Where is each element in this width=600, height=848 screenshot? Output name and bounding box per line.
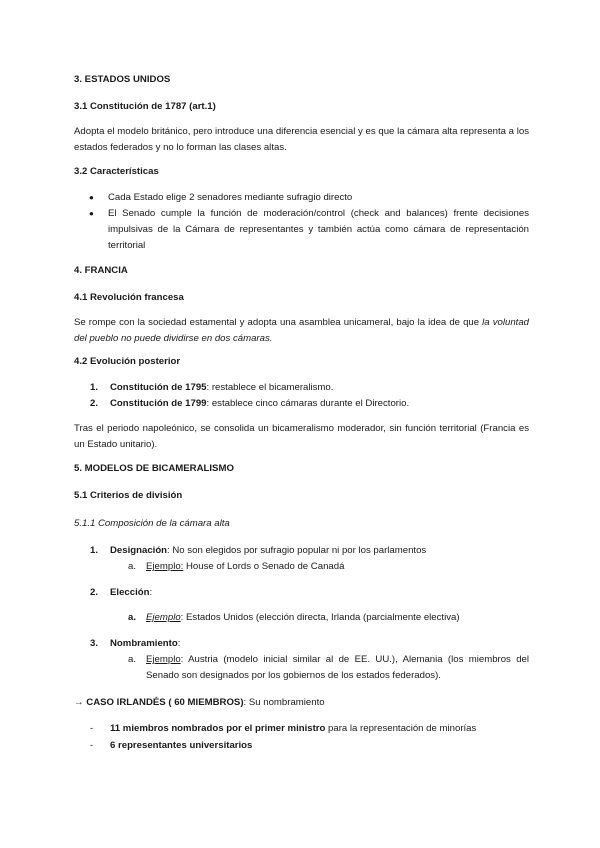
sub-rest: : Austria (modelo inicial similar al de EE. UU.), Alemania (los miembros del Senado son designados por los gobiernos de los estados federados). — [146, 654, 529, 681]
sub-letter: a. — [128, 654, 137, 665]
list-bold: Constitución de 1799 — [110, 398, 207, 409]
bullet-text: Cada Estado elige 2 senadores mediante sufragio directo — [108, 192, 353, 203]
list-rest: : establece cinco cámaras durante el Directorio. — [206, 398, 410, 409]
sub-rest: House of Lords o Senado de Canadá — [183, 561, 345, 572]
heading-revolucion-francesa: 4.1 Revolución francesa — [74, 292, 184, 303]
list-rest: : restablece el bicameralismo. — [206, 382, 334, 393]
heading-modelos-bicameralismo: 5. MODELOS DE BICAMERALISMO — [74, 463, 234, 474]
caso-irlandes-rest: : Su nombramiento — [243, 697, 325, 708]
ejemplo-label: Ejemplo: — [146, 561, 184, 572]
heading-constitucion-1787: 3.1 Constitución de 1787 (art.1) — [74, 101, 216, 112]
caso-irlandes-bold: CASO IRLANDÉS ( 60 MIEMBROS) — [86, 697, 244, 708]
list-number: 2. — [90, 398, 99, 409]
heading-francia: 4. FRANCIA — [74, 265, 128, 276]
arrow-icon: → — [74, 697, 84, 708]
ejemplo-label: Ejemplo — [146, 654, 181, 665]
list-bold: Nombramiento — [110, 638, 178, 649]
para-sociedad-estamental — [74, 315, 529, 347]
heading-estados-unidos: 3. ESTADOS UNIDOS — [74, 74, 171, 85]
list-rest: : No son elegidos por sufragio popular ni por los parlamentos — [167, 545, 427, 556]
list-rest: : — [177, 638, 181, 649]
list-number: 1. — [90, 382, 99, 393]
bullet-text: El Senado cumple la función de moderación/control (check and balances) frente decisiones impulsivas de la Cámara de representantes y también actúa como cámara de representación territorial — [108, 208, 529, 251]
list-number: 3. — [90, 638, 99, 649]
list-number: 2. — [90, 587, 99, 598]
list-number: 1. — [90, 545, 99, 556]
dash-rest: para la representación de minorías — [325, 723, 477, 734]
heading-evolucion-posterior: 4.2 Evolución posterior — [74, 356, 181, 367]
list-bold: Elección — [110, 587, 150, 598]
para-periodo-napoleonico: Tras el periodo napoleónico, se consolida un bicameralismo moderador, sin función territorial (Francia es un Estado unitario). — [74, 423, 529, 450]
bullet-item — [74, 206, 529, 254]
heading-composicion-camara-alta: 5.1.1 Composición de la cámara alta — [74, 518, 230, 529]
bullet-item — [74, 190, 529, 206]
para-italic-quote: la voluntad del pueblo no puede dividirse en dos cámaras. — [74, 317, 529, 344]
caso-irlandes-line — [74, 695, 529, 711]
sub-letter: a. — [128, 561, 137, 572]
para-modelo-britanico: Adopta el modelo británico, pero introduce una diferencia esencial y es que la cámara alta representa a los estados federados y no lo forman las clases altas. — [74, 126, 529, 153]
ejemplo-label: Ejemplo — [146, 612, 181, 623]
list-rest: : — [149, 587, 153, 598]
heading-criterios-division: 5.1 Criterios de división — [74, 490, 183, 501]
para-text: Se rompe con la sociedad estamental y adopta una asamblea unicameral, bajo la idea de que — [74, 317, 483, 328]
heading-caracteristicas: 3.2 Características — [74, 166, 159, 177]
dash-bold: 11 miembros nombrados por el primer ministro — [110, 723, 326, 734]
dash-bold: 6 representantes universitarios — [110, 740, 253, 751]
sub-letter: a. — [128, 612, 137, 623]
list-bold: Designación — [110, 545, 168, 556]
sub-rest: : Estados Unidos (elección directa, Irlanda (parcialmente electiva) — [180, 612, 460, 623]
bullet-list-caracteristicas — [74, 190, 529, 254]
list-bold: Constitución de 1795 — [110, 382, 207, 393]
